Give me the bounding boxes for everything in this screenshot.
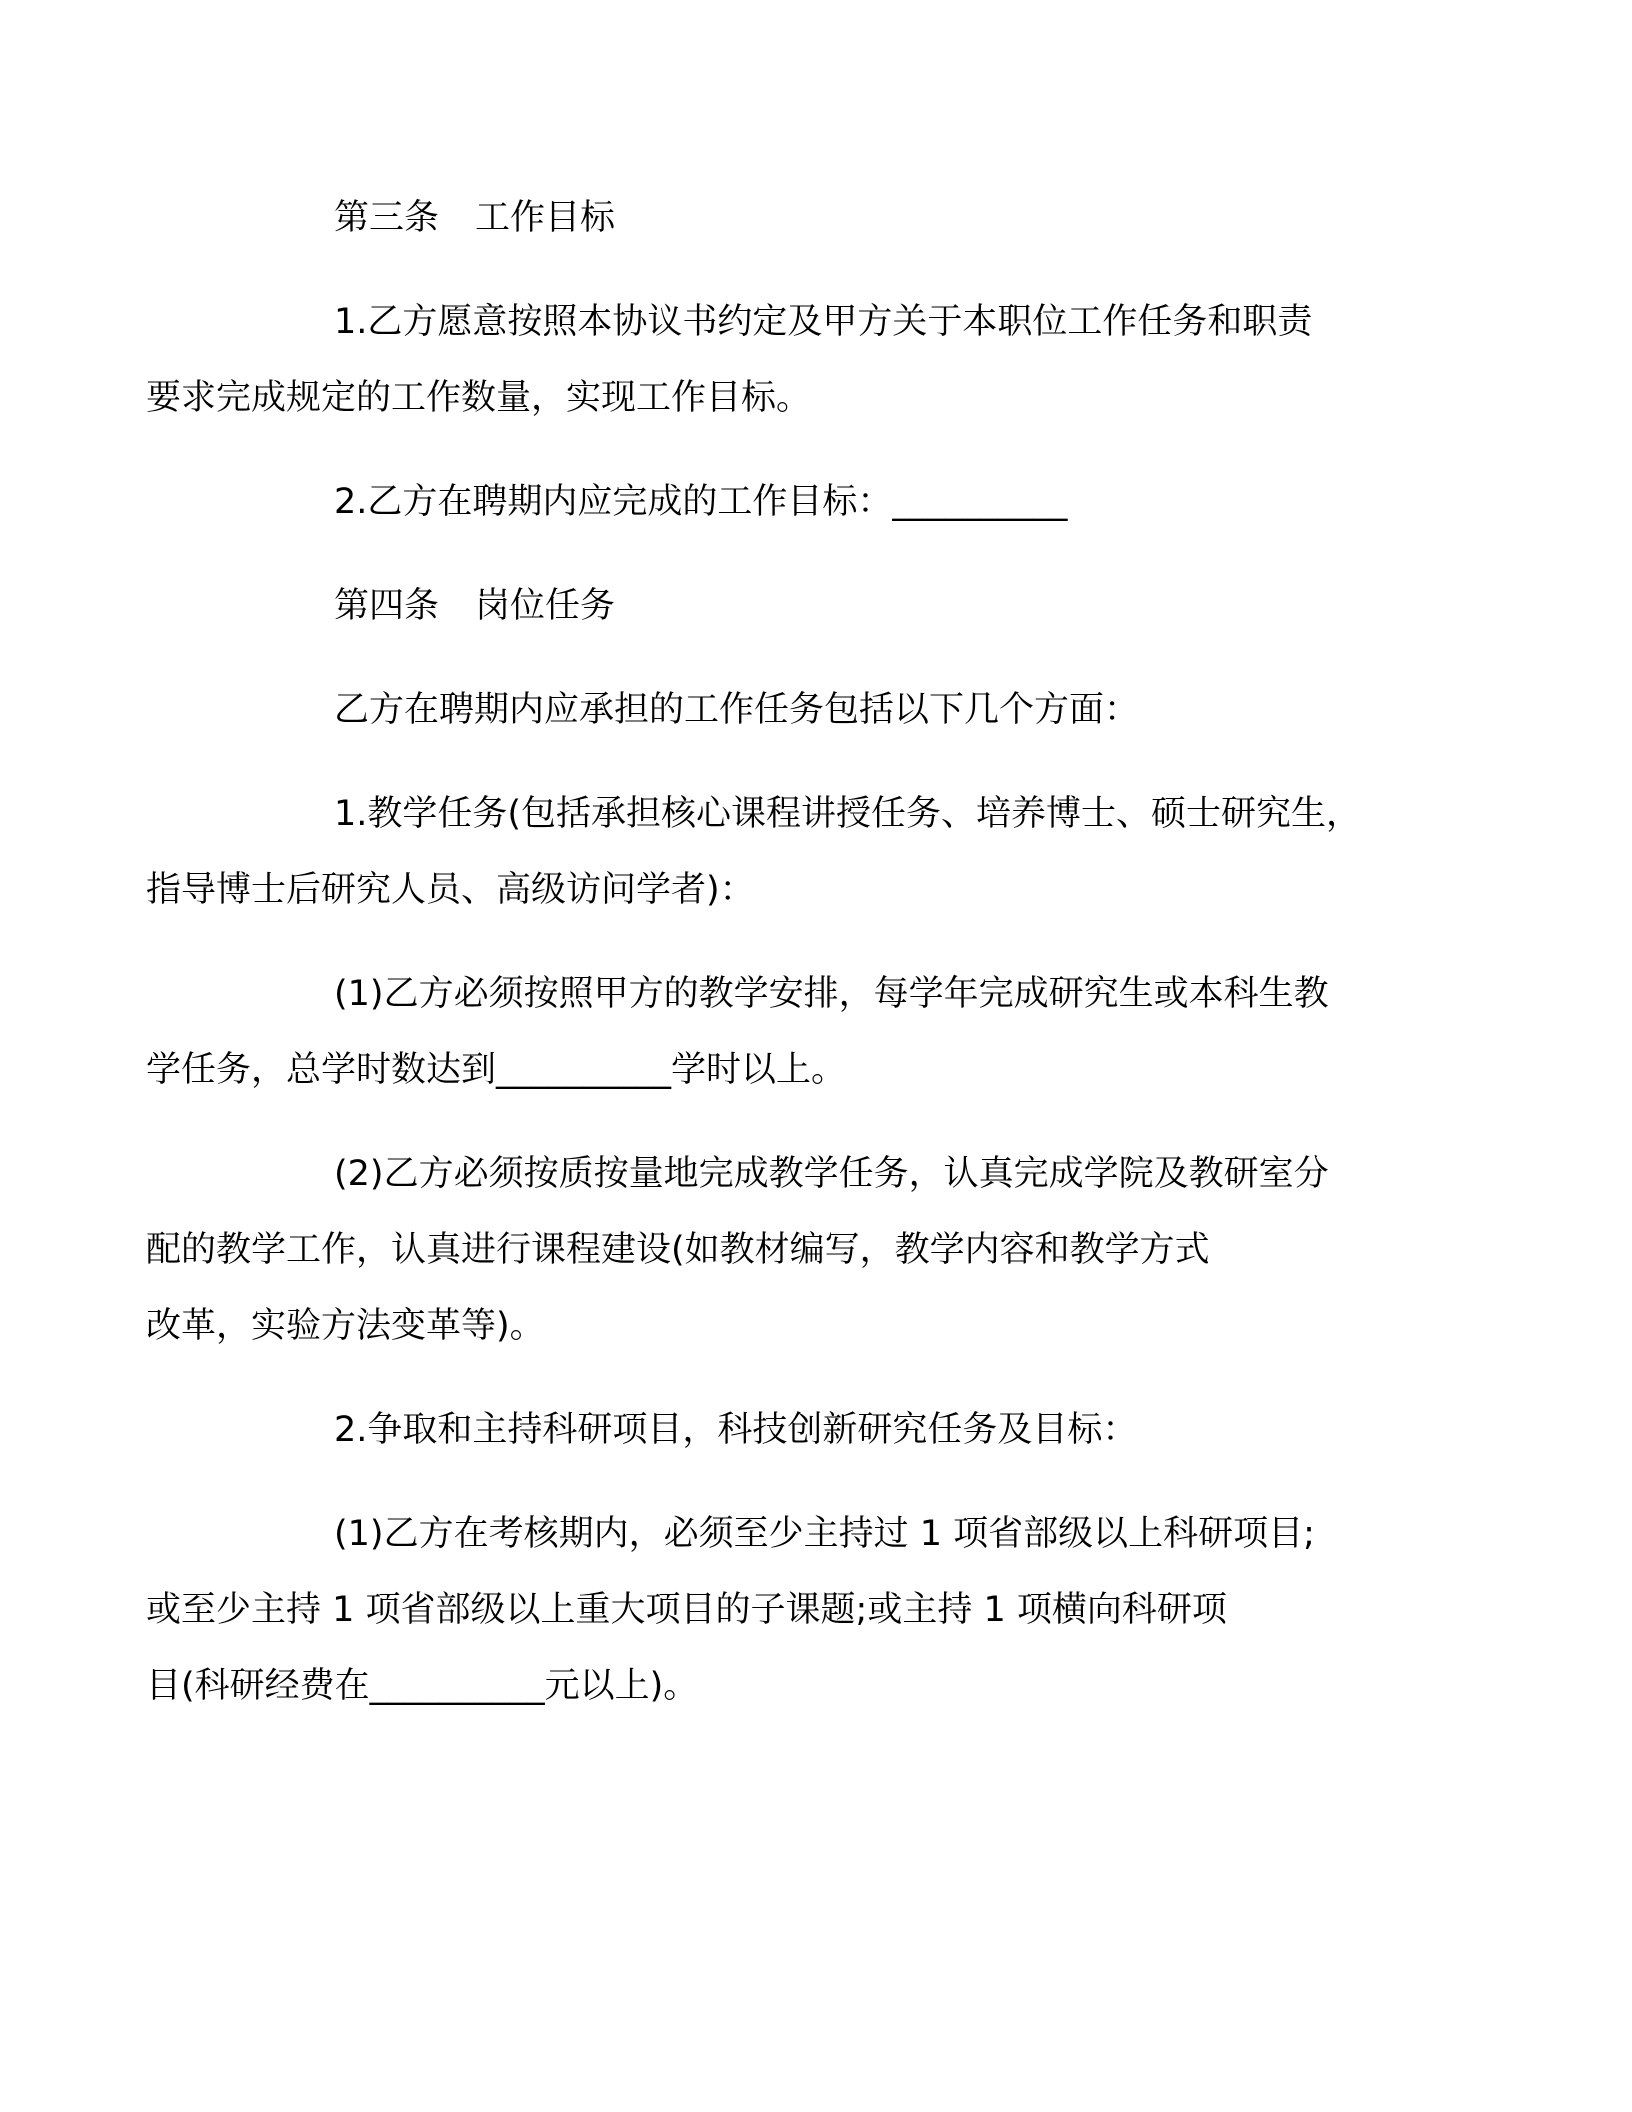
article-4-item-1-sub-1: (1)乙方必须按照甲方的教学安排，每学年完成研究生或本科生教 学任务，总学时数达到__________学时以上。: [146, 974, 1329, 1090]
article-4-heading: [240, 568, 1410, 644]
article-4-item-1-sub-2: (2)乙方必须按质按量地完成教学任务，认真完成学院及教研室分 配的教学工作，认真进行课程建设(如教材编写，教学内容和教学方式 改革，实验方法变革等)。: [146, 1154, 1329, 1346]
article-4-item-2: 2.争取和主持科研项目，科技创新研究任务及目标：: [334, 1410, 1138, 1450]
article-4-intro: 乙方在聘期内应承担的工作任务包括以下几个方面：: [334, 690, 1140, 730]
document-body: [146, 180, 1410, 1752]
article-3-paragraph-1: 1.乙方愿意按照本协议书约定及甲方关于本职位工作任务和职责 要求完成规定的工作数量，实现工作目标。: [146, 302, 1313, 418]
article-3-heading: [240, 180, 1410, 256]
article-4-title: 岗位任务: [475, 586, 616, 626]
article-3-number: 第三条: [334, 198, 440, 238]
article-3-paragraph-2: 2.乙方在聘期内应完成的工作目标：__________: [334, 482, 1068, 522]
article-3-title: 工作目标: [475, 198, 616, 238]
article-4-item-2-sub-1: (1)乙方在考核期内，必须至少主持过 1 项省部级以上科研项目; 或至少主持 1 项省部级以上重大项目的子课题;或主持 1 项横向科研项 目(科研经费在__________元以上)。: [146, 1514, 1315, 1706]
article-4-item-1: 1.教学任务(包括承担核心课程讲授任务、培养博士、硕士研究生， 指导博士后研究人员、高级访问学者)：: [146, 794, 1362, 910]
article-4-number: 第四条: [334, 586, 440, 626]
